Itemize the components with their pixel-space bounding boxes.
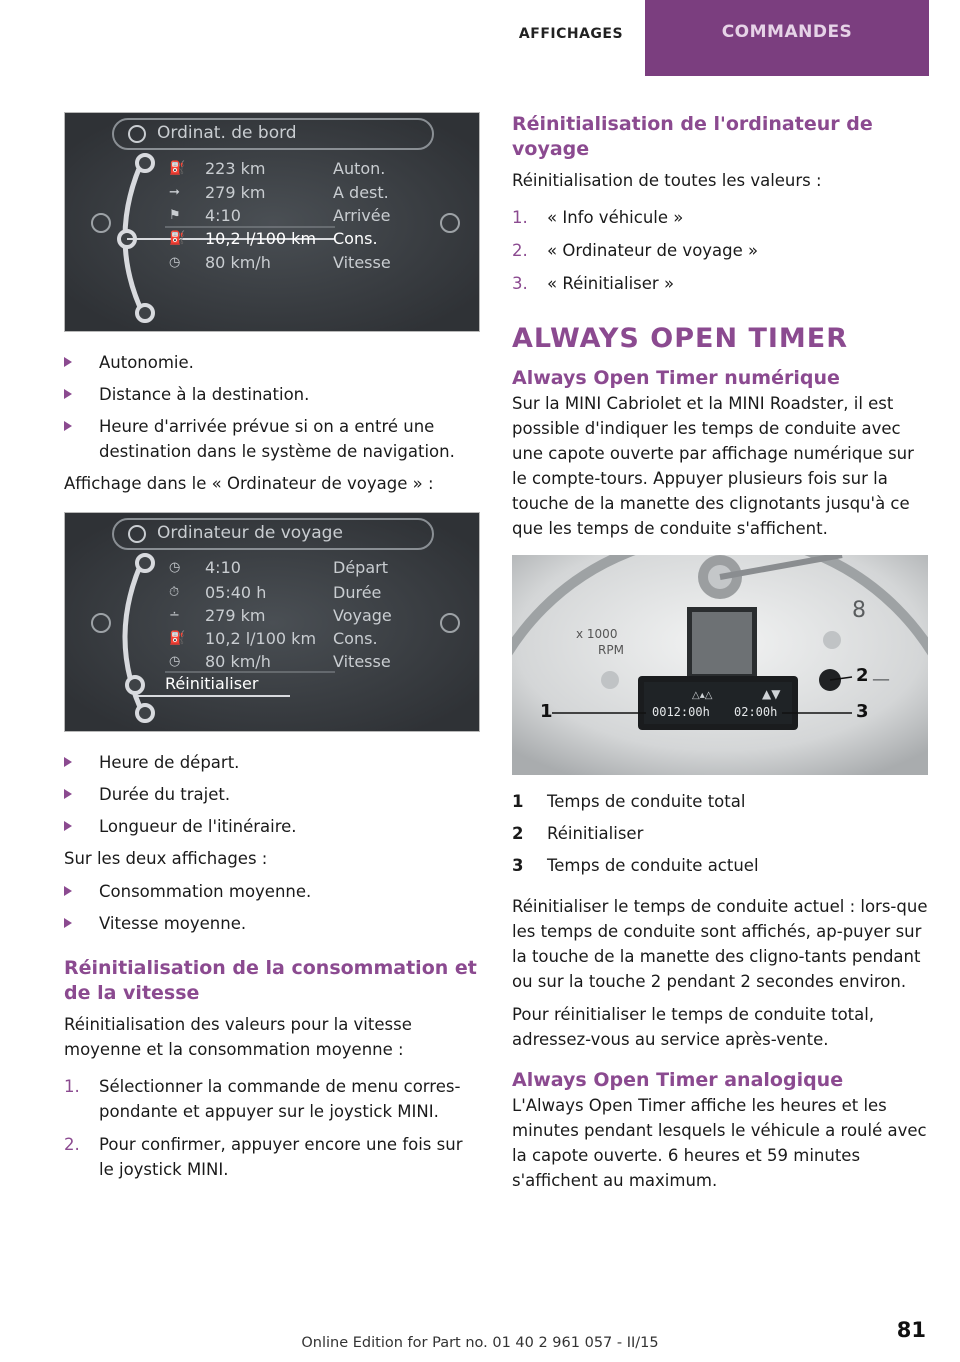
list-item: Durée du trajet. — [64, 782, 480, 807]
callout-1: 1 — [540, 701, 553, 722]
display1-row: ⛽ 223 km Auton. — [169, 159, 386, 178]
reset-trip-steps — [512, 205, 928, 296]
list-item: Distance à la destination. — [64, 382, 480, 407]
display1-row-selected: ⛽ 10,2 l/100 km Cons. — [169, 229, 378, 248]
right-column — [512, 112, 928, 1193]
both-displays-intro: Sur les deux affichages : — [64, 849, 268, 868]
display2-row: ⏱ 05:40 h Durée — [169, 583, 382, 602]
analog-timer-paragraph: L'Always Open Timer affiche les heures et les minutes pendant lesquels le véhicule a roulé avec la capote ouverte. 6 heures et 59 minutes s'affichent au maximum. — [512, 1096, 927, 1190]
reset-consumption-steps — [64, 1074, 480, 1182]
reset-current-time-paragraph: Réinitialiser le temps de conduite actuel : lors‐que les temps de conduite sont affichés, ap‐puyer sur la touche de la manette des cligno‐tants pendant ou sur la touche 2 pendant 2 secondes environ. — [512, 897, 928, 991]
reset-trip-intro: Réinitialisation de toutes les valeurs : — [512, 171, 822, 190]
svg-text:△▴△: △▴△ — [692, 690, 713, 701]
stopwatch-icon: ⏱ — [169, 585, 180, 600]
display-total-time: 0012:00h — [652, 705, 710, 719]
route-icon: ∸ — [169, 608, 180, 623]
svg-text:8: 8 — [852, 598, 866, 623]
subheading-analog-timer: Always Open Timer analogique — [512, 1069, 844, 1091]
tab-affichages-label: AFFICHAGES — [518, 26, 624, 42]
photo-legend-list — [512, 789, 928, 878]
list-item: Longueur de l'itinéraire. — [64, 814, 480, 839]
fuel-pump-icon: ⛽ — [169, 231, 186, 246]
svg-text:—: — — [872, 669, 890, 690]
reset-total-time-paragraph: Pour réinitialiser le temps de conduite total, adressez-vous au service après-vente. — [512, 1005, 875, 1049]
display2-row: ◷ 80 km/h Vitesse — [169, 652, 391, 671]
onboard-computer-display — [64, 112, 480, 332]
list-item: Heure d'arrivée prévue si on a entré une destination dans le système de navigation. — [64, 414, 480, 464]
list-item: Autonomie. — [64, 350, 480, 375]
callout-2: 2 — [856, 665, 869, 686]
list-item: Consommation moyenne. — [64, 879, 480, 904]
display1-row: ◷ 80 km/h Vitesse — [169, 253, 391, 272]
reset-consumption-intro: Réinitialisation des valeurs pour la vitesse moyenne et la consommation moyenne : — [64, 1015, 412, 1059]
footer-edition-text: Online Edition for Part no. 01 40 2 961 057 - II/15 — [301, 1335, 659, 1351]
speedometer-icon: ◷ — [169, 654, 181, 669]
subheading-numeric-timer: Always Open Timer numérique — [512, 367, 840, 389]
fuel-pump-icon: ⛽ — [169, 631, 186, 646]
rpm-label-1: x 1000 — [576, 627, 618, 641]
list-item: 1. « Info véhicule » — [512, 208, 684, 227]
display1-legend-list — [64, 350, 480, 464]
rpm-label-2: RPM — [598, 643, 624, 657]
display2-legend-list — [64, 750, 480, 839]
trip-computer-display — [64, 512, 480, 732]
list-item: 1 Temps de conduite total — [512, 792, 746, 811]
list-item: 3. « Réinitialiser » — [512, 274, 675, 293]
display2-title: Ordinateur de voyage — [157, 523, 343, 543]
tab-affichages[interactable] — [498, 0, 644, 76]
display2-row: ∸ 279 km Voyage — [169, 606, 392, 625]
arrow-right-icon: ➞ — [169, 185, 180, 200]
trip-computer-intro: Affichage dans le « Ordinateur de voyage » : — [64, 474, 434, 493]
list-item: 2. « Ordinateur de voyage » — [512, 241, 759, 260]
section-heading-reset-trip-computer: Réinitialisation de l'ordinateur de voyage — [512, 113, 873, 160]
left-column — [64, 112, 480, 1190]
clock-icon: ◷ — [169, 560, 181, 575]
display1-title: Ordinat. de bord — [157, 123, 297, 143]
tachometer-photo — [512, 555, 928, 775]
flag-icon: ⚑ — [169, 208, 181, 223]
callout-3: 3 — [856, 701, 869, 722]
display2-row: ◷ 4:10 Départ — [169, 558, 388, 577]
tab-commandes-label: COMMANDES — [721, 22, 853, 42]
list-item: 3 Temps de conduite actuel — [512, 856, 759, 875]
display2-row: ⛽ 10,2 l/100 km Cons. — [169, 629, 378, 648]
list-item: Heure de départ. — [64, 750, 480, 775]
display1-row: ➞ 279 km A dest. — [169, 183, 389, 202]
both-displays-list — [64, 879, 480, 936]
list-item: 2 Réinitialiser — [512, 824, 644, 843]
section-title-always-open-timer: ALWAYS OPEN TIMER — [512, 323, 849, 354]
display-current-time: 02:00h — [734, 705, 778, 719]
section-heading-reset-consumption: Réinitialisation de la consommation et de la vitesse — [64, 957, 477, 1004]
display2-reset-item: Réinitialiser — [165, 674, 259, 693]
speedometer-icon: ◷ — [169, 255, 181, 270]
numeric-timer-paragraph: Sur la MINI Cabriolet et la MINI Roadster, il est possible d'indiquer les temps de conduite avec une capote ouverte par affichage numérique sur le compte-tours. Appuyer plusieurs fois sur la touche de la manette des clignotants jusqu'à ce que les temps de conduite s'affichent. — [512, 394, 914, 538]
svg-text:▲▼: ▲▼ — [762, 687, 781, 701]
list-item: 2. Pour confirmer, appuyer encore une fois sur le joystick MINI. — [64, 1135, 463, 1179]
tab-commandes[interactable] — [645, 0, 929, 76]
page-number: 81 — [896, 1318, 926, 1342]
display1-row: ⚑ 4:10 Arrivée — [169, 206, 391, 225]
list-item: 1. Sélectionner la commande de menu corres‐pondante et appuyer sur le joystick MINI. — [64, 1077, 461, 1121]
list-item: Vitesse moyenne. — [64, 911, 480, 936]
fuel-pump-icon: ⛽ — [169, 161, 186, 176]
